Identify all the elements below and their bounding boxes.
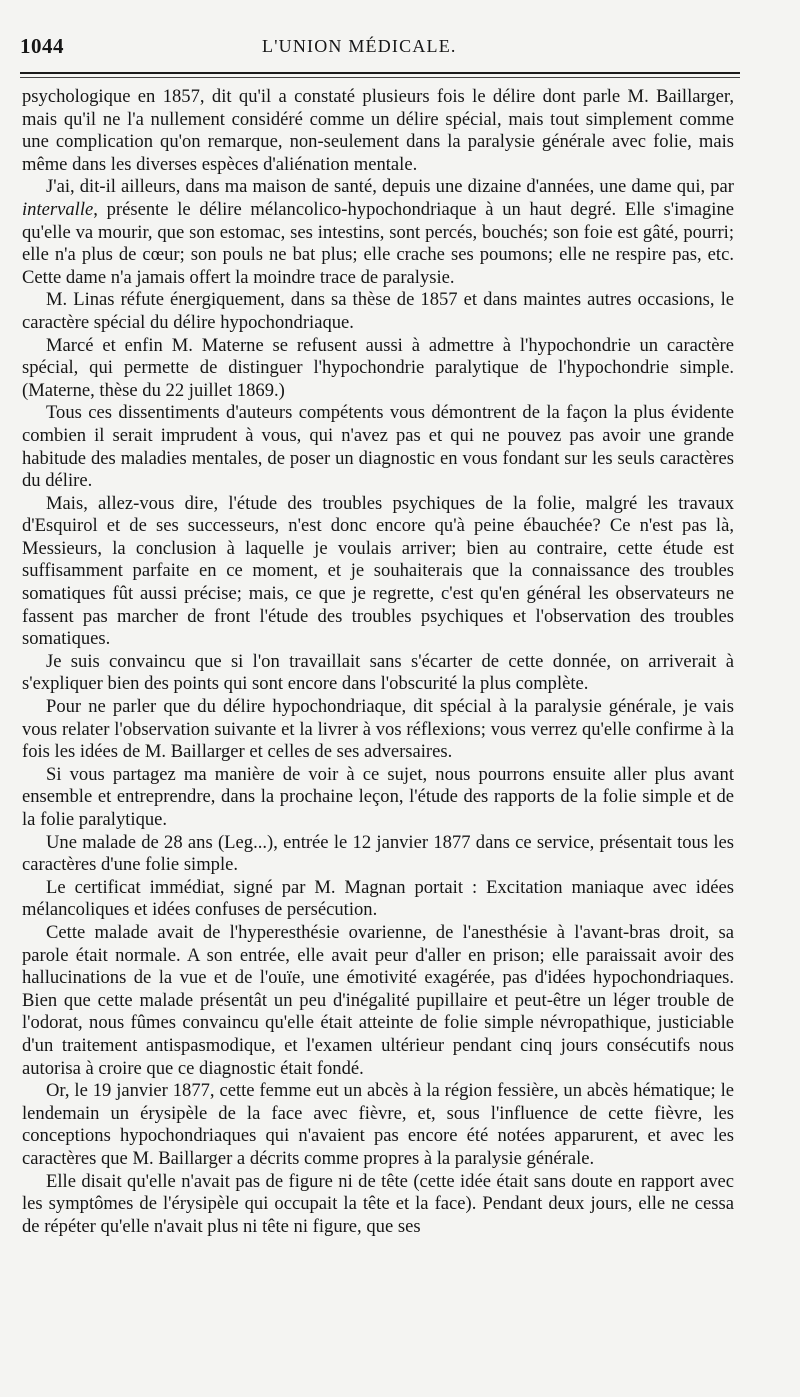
paragraph: M. Linas réfute énergiquement, dans sa thèse de 1857 et dans maintes autres occasions, le caractère spécial du délire hypochondriaque. bbox=[22, 289, 734, 333]
running-head bbox=[20, 30, 770, 70]
header-rule-thin bbox=[20, 77, 740, 78]
paragraph: psychologique en 1857, dit qu'il a constaté plusieurs fois le délire dont parle M. Baillarger, mais qu'il ne l'a nullement considéré comme un délire spécial, mais tout simplement comme une complication qu'on remarque, non-seulement dans la paralysie générale avec folie, mais même dans les diverses espèces d'aliénation mentale. bbox=[22, 86, 734, 175]
paragraph-text: , présente le délire mélancolico-hypochondriaque à un haut degré. Elle s'imagine qu'elle va mourir, que son estomac, ses intestins, sont percés, bouchés; son foie est gâté, pourri; elle n'a plus de cœur; son pouls ne bat plus; elle crache ses poumons; elle ne respire pas, etc. Cette dame n'a jamais offert la moindre trace de paralysie. bbox=[22, 198, 734, 288]
paragraph-text: J'ai, dit-il ailleurs, dans ma maison de santé, depuis une dizaine d'années, une dame qui, par bbox=[46, 176, 734, 198]
paragraph: Cette malade avait de l'hyperesthésie ovarienne, de l'anesthésie à l'avant-bras droit, sa parole était normale. A son entrée, elle avait peur d'aller en prison; elle paraissait avoir des hallucinations de la vue et de l'ouïe, une émotivité exagérée, pas d'idées hypochondriaques. Bien que cette malade présentât un peu d'inégalité pupillaire et peut-être un léger trouble de l'odorat, nous fûmes convaincu qu'elle était atteinte de folie simple névropathique, justiciable d'un traitement antispasmodique, et l'examen ultérieur pendant cinq jours consécutifs nous autorisa à croire que ce diagnostic était fondé. bbox=[22, 921, 734, 1079]
paragraph: Tous ces dissentiments d'auteurs compétents vous démontrent de la façon la plus évidente combien il serait imprudent à vous, qui n'avez pas et qui ne pouvez pas avoir une grande habitude des maladies mentales, de poser un diagnostic en vous fondant sur les seuls caractères du délire. bbox=[22, 402, 734, 492]
paragraph bbox=[22, 176, 734, 289]
paragraph: Mais, allez-vous dire, l'étude des troubles psychiques de la folie, malgré les travaux d'Esquirol et de ses successeurs, n'est donc encore qu'à peine ébauchée? Ce n'est pas là, Messieurs, la conclusion à laquelle je voulais arriver; bien au contraire, cette étude est suffisamment parfaite en ce moment, et je souhaiterais que la connaissance des troubles somatiques fût aussi précise; mais, ce que je regrette, c'est qu'en général les observateurs ne fassent pas marcher de front l'étude des troubles psychiques et l'observation des troubles somatiques. bbox=[22, 492, 734, 650]
paragraph: Pour ne parler que du délire hypochondriaque, dit spécial à la paralysie générale, je vais vous relater l'observation suivante et la livrer à vos réflexions; vous verrez qu'elle confirme à la fois les idées de M. Baillarger et celles de ses adversaires. bbox=[22, 696, 734, 763]
journal-title: L'UNION MÉDICALE. bbox=[262, 36, 457, 56]
paragraph: Le certificat immédiat, signé par M. Magnan portait : Excitation maniaque avec idées mélancoliques et idées confuses de persécution. bbox=[22, 876, 734, 921]
article-body bbox=[22, 86, 734, 1238]
paragraph: Une malade de 28 ans (Leg...), entrée le 12 janvier 1877 dans ce service, présentait tous les caractères d'une folie simple. bbox=[22, 831, 734, 876]
paragraph: Si vous partagez ma manière de voir à ce sujet, nous pourrons ensuite aller plus avant ensemble et entreprendre, dans la prochaine leçon, l'étude des rapports de la folie simple et de la folie paralytique. bbox=[22, 763, 734, 830]
paragraph: Je suis convaincu que si l'on travaillait sans s'écarter de cette donnée, on arriverait à s'expliquer bien des points qui sont encore dans l'obscurité la plus complète. bbox=[22, 650, 734, 695]
paragraph: Or, le 19 janvier 1877, cette femme eut un abcès à la région fessière, un abcès hématique; le lendemain un érysipèle de la face avec fièvre, et, sous l'influence de cette fièvre, les conceptions hypochondriaques qui n'avaient pas encore été notées apparurent, et avec les caractères que M. Baillarger a décrits comme propres à la paralysie générale. bbox=[22, 1080, 734, 1169]
page-number: 1044 bbox=[20, 34, 64, 58]
paragraph: Elle disait qu'elle n'avait pas de figure ni de tête (cette idée était sans doute en rapport avec les symptômes de l'érysipèle qui occupait la tête et la face). Pendant deux jours, elle ne cessa de répéter qu'elle n'avait plus ni tête ni figure, que ses bbox=[22, 1170, 734, 1237]
italic-term: intervalle bbox=[22, 198, 94, 220]
header-rule bbox=[20, 72, 740, 74]
paragraph: Marcé et enfin M. Materne se refusent aussi à admettre à l'hypochondrie un caractère spécial, qui permette de distinguer l'hypochondrie paralytique de l'hypochondrie simple. (Materne, thèse du 22 juillet 1869.) bbox=[22, 334, 734, 401]
